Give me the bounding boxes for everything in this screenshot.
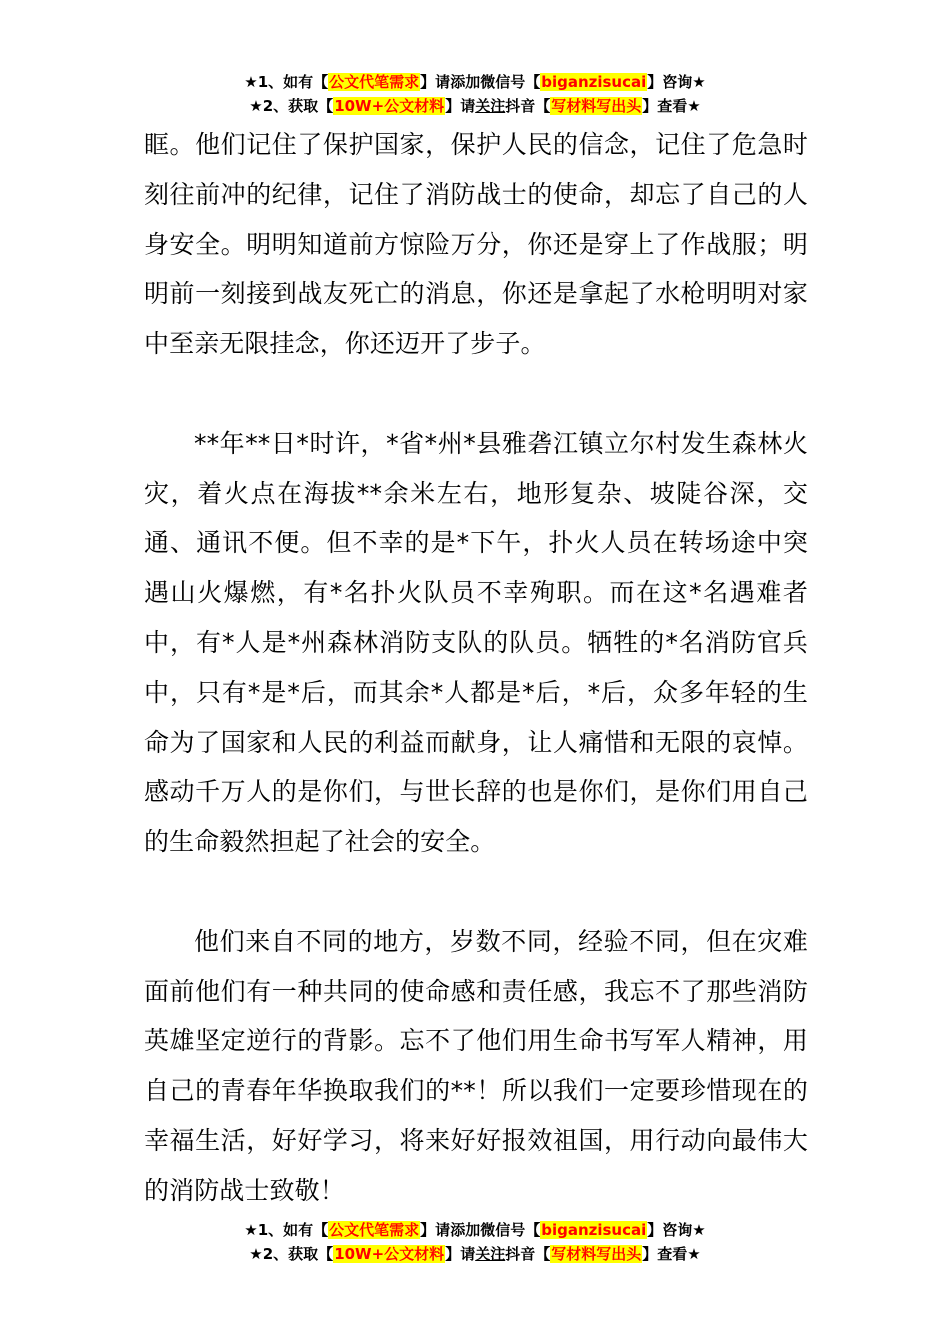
banner-line-2: ★2、获取【10W+公文材料】请关注抖音【写材料写出头】查看★ [249, 1245, 701, 1263]
banner-douyin-account: 写材料写出头 [551, 97, 642, 115]
banner-line-1: ★1、如有【公文代笔需求】请添加微信号【biganzisucai】咨询★ [244, 73, 706, 91]
header-banner [0, 70, 950, 118]
banner-highlight: 10W+公文材料 [334, 97, 445, 115]
paragraph-3: 他们来自不同的地方，岁数不同，经验不同，但在灾难面前他们有一种共同的使命感和责任感，我忘不了那些消防英雄坚定逆行的背影。忘不了他们用生命书写军人精神，用自己的青春年华换取我们的**！所以我们一定要珍惜现在的幸福生活，好好学习，将来好好报效祖国，用行动向最伟大的消防战士致敬！ [144, 926, 808, 1205]
banner-emphasis: 添加 [450, 1221, 481, 1239]
banner-line-1: ★1、如有【公文代笔需求】请添加微信号【biganzisucai】咨询★ [244, 1221, 706, 1239]
banner-emphasis: 关注 [475, 1245, 506, 1263]
banner-highlight: 公文代笔需求 [329, 73, 420, 91]
footer-banner [0, 1218, 950, 1266]
document-body [144, 120, 808, 1216]
banner-highlight: 10W+公文材料 [334, 1245, 445, 1263]
banner-emphasis: 添加 [450, 73, 481, 91]
paragraph-1: 眶。他们记住了保护国家，保护人民的信念，记住了危急时刻往前冲的纪律，记住了消防战士的使命，却忘了自己的人身安全。明明知道前方惊险万分，你还是穿上了作战服；明明前一刻接到战友死亡的消息，你还是拿起了水枪明明对家中至亲无限挂念，你还迈开了步子。 [144, 130, 808, 359]
banner-line-2: ★2、获取【10W+公文材料】请关注抖音【写材料写出头】查看★ [249, 97, 701, 115]
paragraph-2: **年**日*时许，*省*州*县雅砻江镇立尔村发生森林火灾，着火点在海拔**余米左右，地形复杂、坡陡谷深，交通、通讯不便。但不幸的是*下午，扑火人员在转场途中突遇山火爆燃，有*名扑火队员不幸殉职。而在这*名遇难者中，有*人是*州森林消防支队的队员。牺牲的*名消防官兵中，只有*是*后，而其余*人都是*后，*后，众多年轻的生命为了国家和人民的利益而献身，让人痛惜和无限的哀悼。感动千万人的是你们，与世长辞的也是你们，是你们用自己的生命毅然担起了社会的安全。 [144, 428, 808, 857]
banner-douyin-account: 写材料写出头 [551, 1245, 642, 1263]
banner-wechat-id: biganzisucai [541, 73, 647, 91]
banner-wechat-id: biganzisucai [541, 1221, 647, 1239]
banner-highlight: 公文代笔需求 [329, 1221, 420, 1239]
paragraph-gap [144, 369, 808, 419]
paragraph-gap [144, 867, 808, 917]
banner-emphasis: 关注 [475, 97, 506, 115]
